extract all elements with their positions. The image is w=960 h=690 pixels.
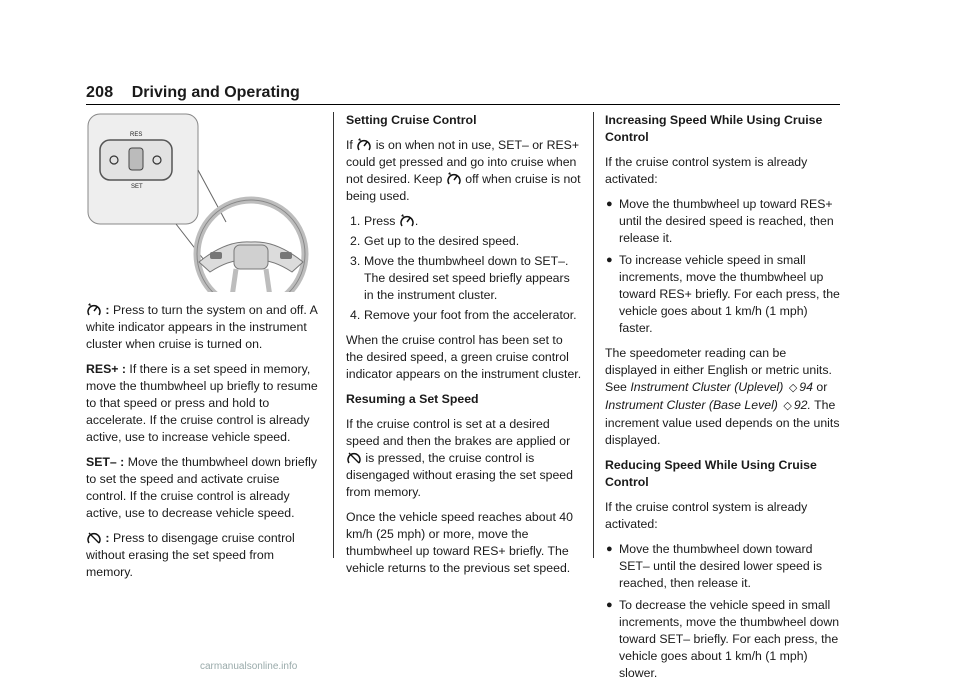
cancel-item: : Press to disengage cruise control without erasing the set speed from memory. xyxy=(86,531,295,579)
column-middle xyxy=(346,112,582,585)
xref-arrow-icon: ◇ xyxy=(783,400,792,412)
cruise-control-icon xyxy=(87,303,101,317)
list-item: ● Move the thumbwheel down toward SET– until the desired lower speed is reached, then release it. xyxy=(606,542,823,590)
res-label: RES+ : xyxy=(86,362,126,376)
column-divider xyxy=(333,112,334,558)
set-item xyxy=(86,454,322,522)
cancel-desc: Press to disengage cruise control without erasing the set speed from memory. xyxy=(86,531,295,579)
set-button-label: SET xyxy=(131,184,143,190)
cruise-cancel-icon xyxy=(87,531,101,545)
section-title: Driving and Operating xyxy=(131,84,300,101)
set-desc: Move the thumbwheel down briefly to set the speed and activate cruise control. If the cruise control is already active, use to decrease vehicle speed. xyxy=(86,455,318,520)
res-item xyxy=(86,361,322,446)
list-item: ● To increase vehicle speed in small increments, move the thumbwheel up toward RES+ briefly. For each press, the vehicle goes about 1 km/h (1 mph) faster. xyxy=(606,253,840,335)
step-item: 2. Get up to the desired speed. xyxy=(350,234,520,248)
column-left xyxy=(86,112,322,589)
setting-steps xyxy=(346,213,582,324)
xref-arrow-icon: ◇ xyxy=(788,382,798,394)
reducing-list xyxy=(605,541,841,682)
resuming-paragraph-2: Once the vehicle speed reaches about 40 km/h (25 mph) or more, move the thumbwheel up toward RES+ briefly. The vehicle returns to the previous set speed. xyxy=(346,510,573,575)
step-item: 4. Remove your foot from the accelerator. xyxy=(350,308,577,322)
reducing-heading: Reducing Speed While Using Cruise Control xyxy=(605,458,817,489)
setting-paragraph xyxy=(346,137,582,205)
xref-link-base-level[interactable]: Instrument Cluster (Base Level) xyxy=(605,398,778,412)
xref-page-92[interactable]: 92. xyxy=(793,398,811,412)
setting-text-c: off when cruise is not being used. xyxy=(346,172,581,203)
res-button-label: RES xyxy=(130,132,143,138)
cruise-cancel-icon xyxy=(347,451,361,465)
set-label: SET– : xyxy=(86,455,125,469)
resuming-heading: Resuming a Set Speed xyxy=(346,392,479,406)
setting-text-b: is on when not in use, SET– or RES+ could get pressed and go into cruise when not desired. Keep xyxy=(346,138,580,186)
cruise-on-off-desc: Press to turn the system on and off. A white indicator appears in the instrument cluster when cruise is turned on. xyxy=(86,303,318,351)
setting-text-a: If xyxy=(346,138,353,152)
setting-heading: Setting Cruise Control xyxy=(346,113,477,127)
xref-page-94[interactable]: 94 xyxy=(799,380,813,394)
header-rule xyxy=(86,104,840,105)
page-header xyxy=(86,84,840,106)
column-right xyxy=(605,112,841,690)
step-item: 3. Move the thumbwheel down to SET–. The desired set speed briefly appears in the instrument cluster. xyxy=(350,254,570,302)
cruise-control-icon xyxy=(357,138,371,152)
speedometer-paragraph: The speedometer reading can be displayed in either English or metric units. See Instrument Cluster (Uplevel) ◇ 94 or Instrument Cluster (Base Level) ◇ 92. The increment value used depends on the units displayed. xyxy=(605,346,840,447)
reducing-intro: If the cruise control system is already activated: xyxy=(605,500,808,531)
xref-link-uplevel[interactable]: Instrument Cluster (Uplevel) xyxy=(630,380,784,394)
resuming-paragraph-1: If the cruise control is set at a desired speed and then the brakes are applied or is pressed, the cruise control is disengaged without erasing the set speed from memory. xyxy=(346,417,573,499)
cruise-control-icon xyxy=(447,172,461,186)
increasing-intro: If the cruise control system is already activated: xyxy=(605,155,808,186)
increasing-list xyxy=(605,196,841,337)
cruise-control-icon xyxy=(400,214,414,228)
res-desc: If there is a set speed in memory, move the thumbwheel up briefly to resume to that speed or press and hold to accelerate. If the cruise control is already active, use to increase vehicle speed. xyxy=(86,362,318,444)
page-number: 208 xyxy=(86,84,114,101)
cruise-on-off-item: : Press to turn the system on and off. A white indicator appears in the instrument cluster when cruise is turned on. xyxy=(86,303,318,351)
step-item: 1. Press . xyxy=(350,214,419,228)
list-item: ● To decrease the vehicle speed in small increments, move the thumbwheel down toward SET– briefly. For each press, the vehicle goes about 1 km/h (1 mph) slower. xyxy=(606,598,840,680)
steering-wheel-illustration xyxy=(86,112,319,292)
setting-result-paragraph: When the cruise control has been set to the desired speed, a green cruise control indicator appears on the instrument cluster. xyxy=(346,333,582,381)
column-divider xyxy=(593,112,594,558)
list-item: ● Move the thumbwheel up toward RES+ until the desired speed is reached, then release it. xyxy=(606,197,834,245)
increasing-heading: Increasing Speed While Using Cruise Control xyxy=(605,113,823,144)
watermark-footer: carmanualsonline.info xyxy=(200,661,298,672)
